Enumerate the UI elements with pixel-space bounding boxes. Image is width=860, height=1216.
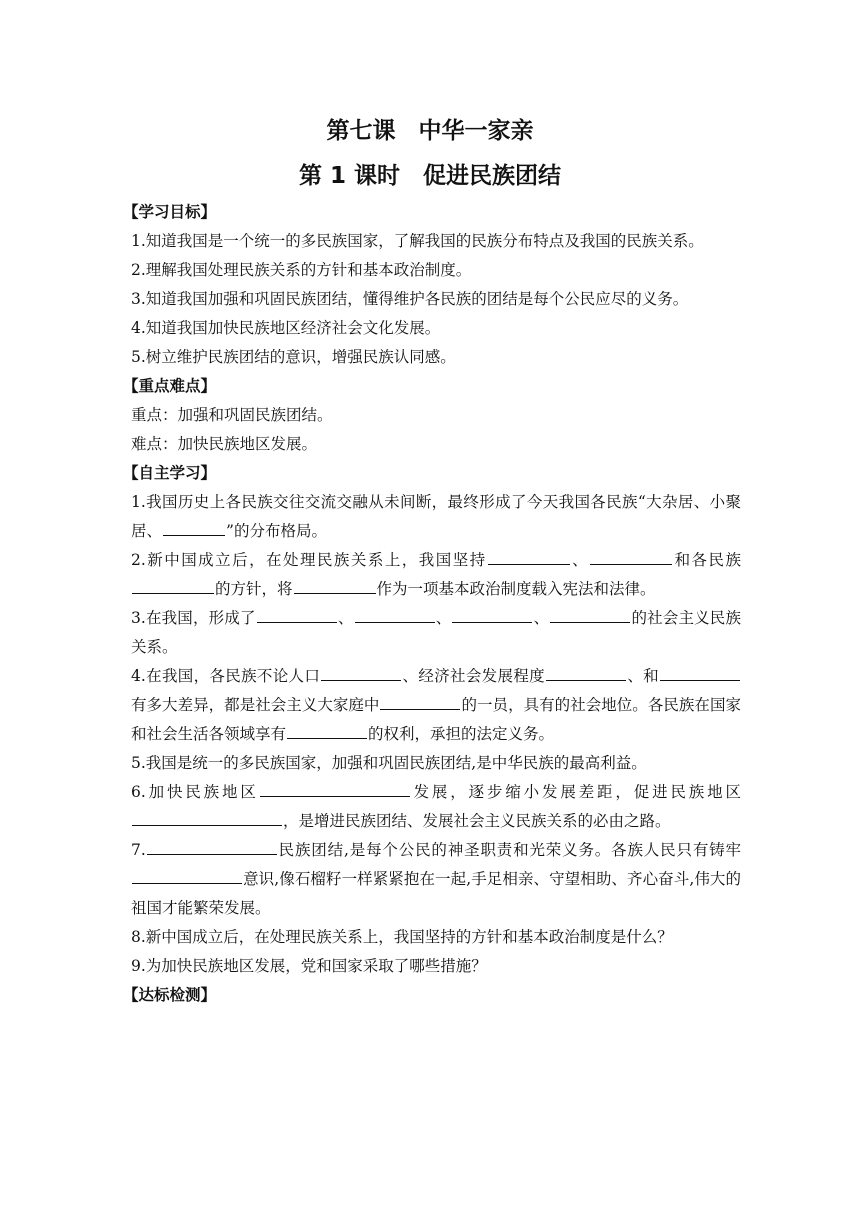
fill-blank[interactable] — [132, 576, 214, 594]
objective-item: 1.知道我国是一个统一的多民族国家，了解我国的民族分布特点及我国的民族关系。 — [131, 232, 704, 250]
question-1: 1.我国历史上各民族交往交流交融从未间断，最终形成了今天我国各民族“大杂居、小聚居、 ”的分布格局。 — [131, 493, 741, 540]
objective-item: 3.知道我国加强和巩固民族团结，懂得维护各民族的团结是每个公民应尽的义务。 — [131, 290, 689, 308]
fill-blank[interactable] — [488, 547, 570, 565]
fill-blank[interactable] — [260, 779, 410, 797]
question-8: 8.新中国成立后，在处理民族关系上，我国坚持的方针和基本政治制度是什么？ — [131, 928, 673, 946]
question-4: 4.在我国，各民族不论人口 、经济社会发展程度 、和有多大差异，都是社会主义大家庭中 的一员，具有的社会地位。各民族在国家和社会生活各领域享有 的权利，承担的法定义务。 — [131, 662, 741, 749]
worksheet-content — [123, 198, 741, 1010]
objectives-heading: 【学习目标】 — [123, 203, 217, 221]
session-title: 第 1 课时 促进民族团结 — [298, 163, 562, 189]
fill-blank[interactable] — [452, 605, 532, 623]
fill-blank[interactable] — [163, 518, 225, 536]
question-9: 9.为加快民族地区发展，党和国家采取了哪些措施？ — [131, 957, 487, 975]
objective-item: 5.树立维护民族团结的意识，增强民族认同感。 — [131, 348, 456, 366]
fill-blank[interactable] — [355, 605, 435, 623]
objective-item: 2.理解我国处理民族关系的方针和基本政治制度。 — [131, 261, 472, 279]
key-points-heading: 【重点难点】 — [123, 377, 217, 395]
question-3: 3.在我国，形成了 、 、 、 的社会主义民族关系。 — [131, 604, 741, 662]
question-5: 5.我国是统一的多民族国家，加强和巩固民族团结,是中华民族的最高利益。 — [131, 754, 647, 772]
fill-blank[interactable] — [546, 663, 626, 681]
fill-blank[interactable] — [321, 663, 401, 681]
objective-item: 4.知道我国加快民族地区经济社会文化发展。 — [131, 319, 441, 337]
fill-blank[interactable] — [287, 721, 367, 739]
question-6: 6.加快民族地区 发展，逐步缩小发展差距，促进民族地区，是增进民族团结、发展社会主义民族关系的必由之路。 — [131, 778, 741, 836]
key-point: 重点：加强和巩固民族团结。 — [131, 406, 333, 424]
fill-blank[interactable] — [380, 692, 460, 710]
question-2: 2.新中国成立后，在处理民族关系上，我国坚持 、 和各民族的方针，将 作为一项基本政治制度载入宪法和法律。 — [131, 546, 741, 604]
fill-blank[interactable] — [132, 808, 282, 826]
self-study-heading: 【自主学习】 — [123, 464, 217, 482]
fill-blank[interactable] — [294, 576, 376, 594]
fill-blank[interactable] — [590, 547, 672, 565]
fill-blank[interactable] — [660, 663, 740, 681]
lesson-title: 第七课 中华一家亲 — [326, 118, 534, 144]
fill-blank[interactable] — [132, 866, 242, 884]
fill-blank[interactable] — [147, 837, 277, 855]
difficult-point: 难点：加快民族地区发展。 — [131, 435, 318, 453]
question-7: 7. 民族团结,是每个公民的神圣职责和光荣义务。各族人民只有铸牢意识,像石榴籽一样紧紧抱在一起,手足相亲、守望相助、齐心奋斗,伟大的祖国才能繁荣发展。 — [131, 836, 741, 923]
fill-blank[interactable] — [550, 605, 630, 623]
fill-blank[interactable] — [257, 605, 337, 623]
assessment-heading: 【达标检测】 — [123, 986, 217, 1004]
